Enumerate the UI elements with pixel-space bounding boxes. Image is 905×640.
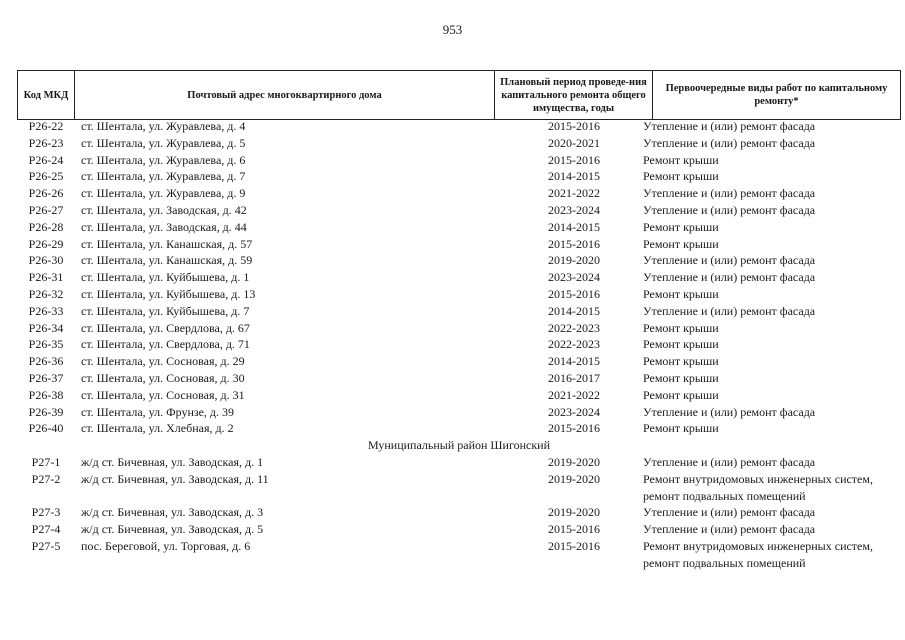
postal-address: ст. Шентала, ул. Сосновая, д. 30	[81, 370, 245, 385]
repair-works: Ремонт крыши	[643, 219, 719, 234]
mkd-code: Р26-31	[28, 270, 64, 285]
postal-address: ж/д ст. Бичевная, ул. Заводская, д. 11	[81, 471, 269, 486]
repair-works: Утепление и (или) ремонт фасада	[643, 303, 816, 318]
repair-period: 2023-2024	[548, 404, 600, 419]
repair-works: Ремонт крыши	[643, 387, 719, 402]
repair-period: 2021-2022	[548, 186, 600, 201]
postal-address: ст. Шентала, ул. Сосновая, д. 29	[81, 354, 245, 369]
repair-works: Ремонт крыши	[643, 370, 719, 385]
postal-address: ст. Шентала, ул. Журавлева, д. 9	[81, 186, 246, 201]
postal-address: ст. Шентала, ул. Свердлова, д. 67	[81, 320, 250, 335]
repair-works: Ремонт внутридомовых инженерных систем, ремонт подвальных помещений	[643, 538, 873, 570]
repair-period: 2015-2016	[548, 236, 600, 251]
mkd-code: Р26-24	[28, 152, 64, 167]
repair-period: 2015-2016	[548, 119, 600, 133]
repair-works: Ремонт крыши	[643, 320, 719, 335]
header-address: Почтовый адрес многоквартирного дома	[75, 71, 495, 119]
postal-address: ст. Шентала, ул. Заводская, д. 42	[81, 202, 247, 217]
postal-address: ст. Шентала, ул. Журавлева, д. 6	[81, 152, 246, 167]
repair-period: 2014-2015	[548, 354, 600, 369]
postal-address: ст. Шентала, ул. Сосновая, д. 31	[81, 387, 245, 402]
repair-works: Ремонт крыши	[643, 236, 719, 251]
table-row	[17, 202, 901, 219]
repair-period: 2023-2024	[548, 270, 600, 285]
table-row	[17, 370, 901, 387]
repair-works: Ремонт крыши	[643, 337, 719, 352]
repair-period: 2019-2020	[548, 253, 600, 268]
mkd-code: Р26-28	[28, 219, 64, 234]
table-row	[17, 152, 901, 169]
table-row	[17, 303, 901, 320]
table-body	[17, 118, 901, 572]
table-row	[17, 252, 901, 269]
mkd-code: Р26-27	[28, 202, 64, 217]
mkd-code: Р27-5	[31, 538, 61, 553]
header-period: Плановый период проведе-ния капитального ремонта общего имущества, годы	[495, 71, 653, 119]
postal-address: ст. Шентала, ул. Хлебная, д. 2	[81, 421, 234, 436]
table-row	[17, 118, 901, 135]
repair-period: 2014-2015	[548, 219, 600, 234]
table-row	[17, 538, 901, 572]
repair-period: 2021-2022	[548, 387, 600, 402]
mkd-code: Р26-35	[28, 337, 64, 352]
postal-address: ст. Шентала, ул. Свердлова, д. 71	[81, 337, 250, 352]
repair-works: Ремонт внутридомовых инженерных систем, ремонт подвальных помещений	[643, 471, 873, 503]
repair-works: Утепление и (или) ремонт фасада	[643, 135, 816, 150]
postal-address: ст. Шентала, ул. Куйбышева, д. 13	[81, 286, 256, 301]
mkd-code: Р26-32	[28, 286, 64, 301]
repair-period: 2020-2021	[548, 135, 600, 150]
postal-address: ж/д ст. Бичевная, ул. Заводская, д. 5	[81, 522, 264, 537]
repair-works: Ремонт крыши	[643, 421, 719, 436]
repair-works: Утепление и (или) ремонт фасада	[643, 253, 816, 268]
header-works: Первоочередные виды работ по капитальному ремонту*	[653, 71, 901, 119]
repair-works: Ремонт крыши	[643, 152, 719, 167]
table-row	[17, 521, 901, 538]
repair-period: 2022-2023	[548, 320, 600, 335]
table-row	[17, 286, 901, 303]
repair-period: 2023-2024	[548, 202, 600, 217]
table-row	[17, 219, 901, 236]
repair-works: Утепление и (или) ремонт фасада	[643, 454, 816, 469]
mkd-code: Р26-37	[28, 370, 64, 385]
mkd-code: Р27-3	[31, 505, 61, 520]
repair-works: Ремонт крыши	[643, 169, 719, 184]
postal-address: ж/д ст. Бичевная, ул. Заводская, д. 1	[81, 454, 264, 469]
mkd-code: Р27-1	[31, 454, 61, 469]
repair-period: 2022-2023	[548, 337, 600, 352]
repair-period: 2015-2016	[548, 538, 600, 553]
table-row	[17, 135, 901, 152]
postal-address: пос. Береговой, ул. Торговая, д. 6	[81, 538, 251, 553]
repair-works: Утепление и (или) ремонт фасада	[643, 522, 816, 537]
repair-works: Утепление и (или) ремонт фасада	[643, 186, 816, 201]
mkd-code: Р26-36	[28, 354, 64, 369]
table-row	[17, 269, 901, 286]
repair-period: 2014-2015	[548, 169, 600, 184]
table-row	[17, 353, 901, 370]
postal-address: ст. Шентала, ул. Фрунзе, д. 39	[81, 404, 235, 419]
table-row	[17, 504, 901, 521]
repair-period: 2015-2016	[548, 421, 600, 436]
table-row	[17, 471, 901, 505]
mkd-code: Р26-39	[28, 404, 64, 419]
repair-works: Утепление и (или) ремонт фасада	[643, 270, 816, 285]
table-row	[17, 236, 901, 253]
page-number: 953	[442, 22, 463, 37]
postal-address: ст. Шентала, ул. Журавлева, д. 5	[81, 135, 246, 150]
table-row	[17, 387, 901, 404]
mkd-code: Р26-22	[28, 119, 64, 133]
header-code: Код МКД	[17, 71, 75, 119]
table-header	[17, 70, 901, 120]
mkd-code: Р26-25	[28, 169, 64, 184]
repair-period: 2015-2016	[548, 152, 600, 167]
mkd-code: Р26-33	[28, 303, 64, 318]
mkd-code: Р26-29	[28, 236, 64, 251]
table-row	[17, 168, 901, 185]
mkd-code: Р26-26	[28, 186, 64, 201]
mkd-code: Р26-38	[28, 387, 64, 402]
postal-address: ст. Шентала, ул. Канашская, д. 59	[81, 253, 253, 268]
postal-address: ст. Шентала, ул. Канашская, д. 57	[81, 236, 253, 251]
table-row	[17, 404, 901, 421]
repair-works: Утепление и (или) ремонт фасада	[643, 119, 816, 133]
mkd-code: Р26-40	[28, 421, 64, 436]
mkd-code: Р26-23	[28, 135, 64, 150]
repair-period: 2019-2020	[548, 471, 600, 486]
postal-address: ст. Шентала, ул. Заводская, д. 44	[81, 219, 247, 234]
mkd-code: Р27-2	[31, 471, 61, 486]
repair-works: Утепление и (или) ремонт фасада	[643, 505, 816, 520]
table-row	[17, 336, 901, 353]
table-row	[17, 185, 901, 202]
repair-works: Ремонт крыши	[643, 286, 719, 301]
repair-period: 2015-2016	[548, 286, 600, 301]
repair-period: 2014-2015	[548, 303, 600, 318]
repair-period: 2016-2017	[548, 370, 600, 385]
repair-period: 2019-2020	[548, 505, 600, 520]
section-title: Муниципальный район Шигонский	[367, 438, 551, 453]
repair-works: Ремонт крыши	[643, 354, 719, 369]
repair-works: Утепление и (или) ремонт фасада	[643, 404, 816, 419]
mkd-code: Р26-30	[28, 253, 64, 268]
table-row	[17, 420, 901, 437]
table-row	[17, 320, 901, 337]
postal-address: ст. Шентала, ул. Журавлева, д. 7	[81, 169, 246, 184]
repair-period: 2015-2016	[548, 522, 600, 537]
mkd-code: Р27-4	[31, 522, 61, 537]
postal-address: ст. Шентала, ул. Куйбышева, д. 1	[81, 270, 250, 285]
postal-address: ж/д ст. Бичевная, ул. Заводская, д. 3	[81, 505, 264, 520]
repair-works: Утепление и (или) ремонт фасада	[643, 202, 816, 217]
repair-period: 2019-2020	[548, 454, 600, 469]
mkd-code: Р26-34	[28, 320, 64, 335]
table-row	[17, 454, 901, 471]
postal-address: ст. Шентала, ул. Куйбышева, д. 7	[81, 303, 250, 318]
postal-address: ст. Шентала, ул. Журавлева, д. 4	[81, 119, 246, 133]
